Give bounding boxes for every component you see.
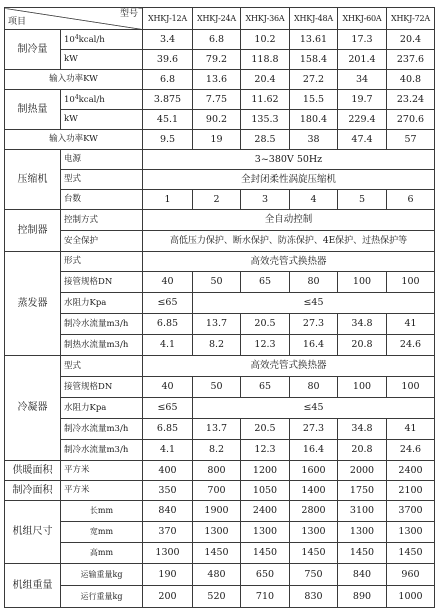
heating-water-flow-label: 制热水流量m3/h [61, 335, 143, 356]
value-cell: 1450 [387, 543, 435, 564]
value-cell: 24.6 [387, 440, 435, 461]
value-cell: 1300 [193, 522, 241, 543]
value-cell: 840 [143, 501, 193, 522]
condenser-heat-flow-row [5, 440, 435, 461]
controller-safety-row [5, 231, 435, 252]
value-cell: 19.7 [338, 90, 387, 110]
value-cell: 200 [143, 586, 193, 608]
model-name: XHKJ-12A [143, 8, 193, 30]
heating-area-row [5, 461, 435, 481]
value-cell: 190 [143, 564, 193, 586]
value-cell: 890 [338, 586, 387, 608]
value-cell: 229.4 [338, 110, 387, 130]
value-cell: 12.3 [241, 335, 290, 356]
value-cell: 16.4 [290, 440, 338, 461]
value-cell: 3100 [338, 501, 387, 522]
value-cell: 41 [387, 419, 435, 440]
value-cell: 1300 [387, 522, 435, 543]
cooling-power-row [5, 70, 435, 90]
value-cell: 700 [193, 481, 241, 501]
spec-table [4, 7, 435, 608]
value-cell: 20.8 [338, 440, 387, 461]
value-cell: 520 [193, 586, 241, 608]
header-diagonal-cell [5, 8, 143, 30]
value-cell: 480 [193, 564, 241, 586]
value-cell: 3 [241, 190, 290, 210]
value-cell: 17.3 [338, 30, 387, 50]
value-cell: 1200 [241, 461, 290, 481]
model-name: XHKJ-48A [290, 8, 338, 30]
evaporator-label: 蒸发器 [5, 252, 61, 356]
value-cell: 400 [143, 461, 193, 481]
value-cell: 6.8 [143, 70, 193, 90]
value-cell: 5 [338, 190, 387, 210]
value-cell: 65 [241, 272, 290, 293]
value-cell: 750 [290, 564, 338, 586]
value-cell: 2 [193, 190, 241, 210]
value-cell: ≤65 [143, 398, 193, 419]
value-cell: 840 [338, 564, 387, 586]
model-name: XHKJ-24A [193, 8, 241, 30]
kw-unit-label: kW [61, 50, 143, 70]
square-meter-label: 平方米 [61, 481, 143, 501]
value-cell: 6.8 [193, 30, 241, 50]
evaporator-heat-flow-row [5, 335, 435, 356]
value-cell: 100 [338, 377, 387, 398]
value-cell: 650 [241, 564, 290, 586]
value-cell: 12.3 [241, 440, 290, 461]
operating-weight-row [5, 586, 435, 608]
value-cell: 3.875 [143, 90, 193, 110]
value-cell: 158.4 [290, 50, 338, 70]
value-cell: 710 [241, 586, 290, 608]
model-name: XHKJ-60A [338, 8, 387, 30]
value-cell: 34.8 [338, 419, 387, 440]
evaporator-type-value: 高效壳管式换热器 [143, 252, 435, 272]
compressor-type-value: 全封闭柔性涡旋压缩机 [143, 170, 435, 190]
value-cell: 270.6 [387, 110, 435, 130]
value-cell: 2000 [338, 461, 387, 481]
value-cell: 34 [338, 70, 387, 90]
height-row [5, 543, 435, 564]
value-cell: 57 [387, 130, 435, 150]
condenser-pipe-row [5, 377, 435, 398]
compressor-power-row [5, 150, 435, 170]
value-cell: 1 [143, 190, 193, 210]
value-cell: 118.8 [241, 50, 290, 70]
value-cell: 27.3 [290, 314, 338, 335]
value-cell: 350 [143, 481, 193, 501]
value-cell: 20.4 [387, 30, 435, 50]
evaporator-type-row [5, 252, 435, 272]
value-cell: 1450 [290, 543, 338, 564]
value-cell: 201.4 [338, 50, 387, 70]
value-cell: 2400 [387, 461, 435, 481]
value-cell: 1000 [387, 586, 435, 608]
water-flow-label: 制冷水流量m3/h [61, 440, 143, 461]
value-cell: 39.6 [143, 50, 193, 70]
kcal-unit-label: $10^4kcal/h$ [61, 90, 143, 110]
evaporator-resistance-row [5, 293, 435, 314]
value-cell: 80 [290, 377, 338, 398]
cooling-water-flow-label: 制冷水流量m3/h [61, 314, 143, 335]
controller-label: 控制器 [5, 210, 61, 252]
cooling-kw-row [5, 50, 435, 70]
compressor-count-label: 台数 [61, 190, 143, 210]
value-cell: 1300 [338, 522, 387, 543]
unit-weight-label: 机组重量 [5, 564, 61, 608]
heating-kw-row [5, 110, 435, 130]
item-header-label: 项目 [8, 17, 27, 27]
length-row [5, 501, 435, 522]
value-cell: 4 [290, 190, 338, 210]
length-label: 长mm [61, 501, 143, 522]
condenser-label: 冷凝器 [5, 356, 61, 461]
heating-area-label: 供暖面积 [5, 461, 61, 481]
kcal-unit-label: $10^4kcal/h$ [61, 30, 143, 50]
evaporator-cool-flow-row [5, 314, 435, 335]
value-cell: 3.4 [143, 30, 193, 50]
value-cell: 2400 [241, 501, 290, 522]
value-cell: 2100 [387, 481, 435, 501]
value-cell: 45.1 [143, 110, 193, 130]
value-cell: 65 [241, 377, 290, 398]
value-cell: ≤45 [193, 293, 435, 314]
value-cell: 47.4 [338, 130, 387, 150]
evaporator-pipe-row [5, 272, 435, 293]
value-cell: 3700 [387, 501, 435, 522]
safety-protection-label: 安全保护 [61, 231, 143, 252]
model-name: XHKJ-36A [241, 8, 290, 30]
value-cell: 830 [290, 586, 338, 608]
water-resistance-label: 水阻力Kpa [61, 398, 143, 419]
value-cell: 1750 [338, 481, 387, 501]
value-cell: 16.4 [290, 335, 338, 356]
value-cell: 1900 [193, 501, 241, 522]
value-cell: 27.3 [290, 419, 338, 440]
width-row [5, 522, 435, 543]
value-cell: 7.75 [193, 90, 241, 110]
value-cell: 20.4 [241, 70, 290, 90]
cooling-area-label: 制冷面积 [5, 481, 61, 501]
pipe-size-label: 接管规格DN [61, 377, 143, 398]
value-cell: 180.4 [290, 110, 338, 130]
value-cell: 28.5 [241, 130, 290, 150]
value-cell: 24.6 [387, 335, 435, 356]
condenser-type-label: 型式 [61, 356, 143, 377]
value-cell: 80 [290, 272, 338, 293]
value-cell: 8.2 [193, 335, 241, 356]
condenser-type-row [5, 356, 435, 377]
value-cell: 40.8 [387, 70, 435, 90]
evaporator-type-label: 形式 [61, 252, 143, 272]
value-cell: 90.2 [193, 110, 241, 130]
value-cell: 13.6 [193, 70, 241, 90]
shipping-weight-row [5, 564, 435, 586]
unit-dimensions-label: 机组尺寸 [5, 501, 61, 564]
cooling-water-flow-label: 制冷水流量m3/h [61, 419, 143, 440]
value-cell: 100 [387, 272, 435, 293]
heating-power-row [5, 130, 435, 150]
power-supply-label: 电源 [61, 150, 143, 170]
value-cell: 13.61 [290, 30, 338, 50]
value-cell: 20.8 [338, 335, 387, 356]
value-cell: 40 [143, 272, 193, 293]
width-label: 宽mm [61, 522, 143, 543]
compressor-type-label: 型式 [61, 170, 143, 190]
value-cell: 13.7 [193, 314, 241, 335]
value-cell: 50 [193, 272, 241, 293]
value-cell: 79.2 [193, 50, 241, 70]
condenser-cool-flow-row [5, 419, 435, 440]
value-cell: ≤45 [193, 398, 435, 419]
value-cell: 20.5 [241, 314, 290, 335]
condenser-type-value: 高效壳管式换热器 [143, 356, 435, 377]
value-cell: 8.2 [193, 440, 241, 461]
square-meter-label: 平方米 [61, 461, 143, 481]
value-cell: 1600 [290, 461, 338, 481]
value-cell: 6.85 [143, 419, 193, 440]
value-cell: 15.5 [290, 90, 338, 110]
compressor-type-row [5, 170, 435, 190]
value-cell: 2800 [290, 501, 338, 522]
cooling-input-power-label: 输入功率KW [5, 70, 143, 90]
compressor-label: 压缩机 [5, 150, 61, 210]
value-cell: 20.5 [241, 419, 290, 440]
value-cell: 50 [193, 377, 241, 398]
value-cell: 960 [387, 564, 435, 586]
value-cell: 1300 [241, 522, 290, 543]
operating-weight-label: 运行重量kg [61, 586, 143, 608]
header-row [5, 8, 435, 30]
value-cell: 6.85 [143, 314, 193, 335]
value-cell: 1400 [290, 481, 338, 501]
value-cell: 800 [193, 461, 241, 481]
safety-protection-value: 高低压力保护、断水保护、防冻保护、4E保护、过热保护等 [143, 231, 435, 252]
value-cell: 23.24 [387, 90, 435, 110]
value-cell: 1050 [241, 481, 290, 501]
value-cell: 19 [193, 130, 241, 150]
kw-unit-label: kW [61, 110, 143, 130]
heating-capacity-label: 制热量 [5, 90, 61, 130]
value-cell: 11.62 [241, 90, 290, 110]
value-cell: 100 [387, 377, 435, 398]
controller-mode-row [5, 210, 435, 231]
value-cell: 135.3 [241, 110, 290, 130]
cooling-area-row [5, 481, 435, 501]
value-cell: 13.7 [193, 419, 241, 440]
cooling-capacity-label: 制冷量 [5, 30, 61, 70]
control-mode-label: 控制方式 [61, 210, 143, 231]
water-resistance-label: 水阻力Kpa [61, 293, 143, 314]
value-cell: 100 [338, 272, 387, 293]
value-cell: 40 [143, 377, 193, 398]
value-cell: 4.1 [143, 335, 193, 356]
value-cell: 41 [387, 314, 435, 335]
model-header-label: 型号 [119, 9, 138, 19]
control-mode-value: 全自动控制 [143, 210, 435, 231]
value-cell: 1450 [338, 543, 387, 564]
value-cell: 1450 [193, 543, 241, 564]
cooling-kcal-row [5, 30, 435, 50]
compressor-count-row [5, 190, 435, 210]
heating-kcal-row [5, 90, 435, 110]
value-cell: 6 [387, 190, 435, 210]
condenser-resistance-row [5, 398, 435, 419]
value-cell: 1300 [143, 543, 193, 564]
shipping-weight-label: 运输重量kg [61, 564, 143, 586]
value-cell: 1450 [241, 543, 290, 564]
value-cell: ≤65 [143, 293, 193, 314]
power-supply-value: 3~380V 50Hz [143, 150, 435, 170]
value-cell: 27.2 [290, 70, 338, 90]
value-cell: 4.1 [143, 440, 193, 461]
value-cell: 237.6 [387, 50, 435, 70]
height-label: 高mm [61, 543, 143, 564]
value-cell: 9.5 [143, 130, 193, 150]
value-cell: 10.2 [241, 30, 290, 50]
heating-input-power-label: 输入功率KW [5, 130, 143, 150]
value-cell: 1300 [290, 522, 338, 543]
pipe-size-label: 接管规格DN [61, 272, 143, 293]
value-cell: 370 [143, 522, 193, 543]
value-cell: 38 [290, 130, 338, 150]
model-name: XHKJ-72A [387, 8, 435, 30]
value-cell: 34.8 [338, 314, 387, 335]
